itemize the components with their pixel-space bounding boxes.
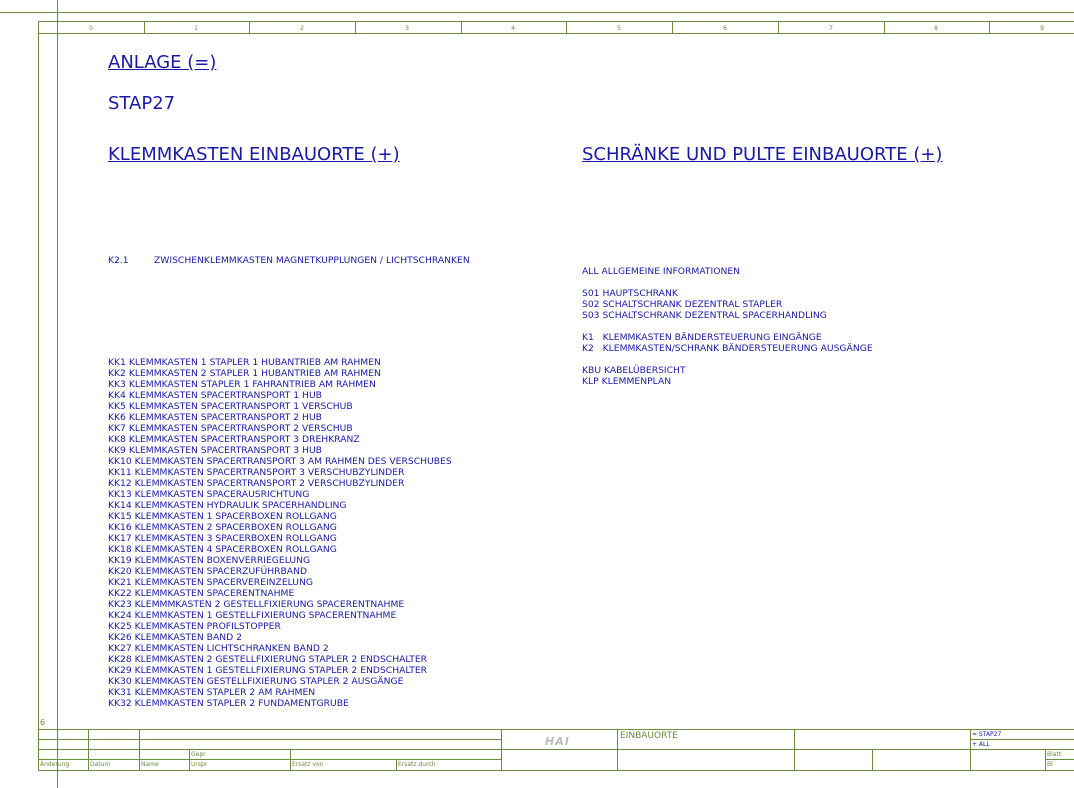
- ruler-number: 7: [829, 25, 833, 32]
- anlage-title-link[interactable]: ANLAGE (=): [108, 52, 217, 73]
- tb-line: [396, 759, 397, 770]
- list-item: KK15 KLEMMKASTEN 1 SPACERBOXEN ROLLGANG: [108, 511, 337, 522]
- list-item: KK29 KLEMMKASTEN 1 GESTELLFIXIERUNG STAPLER 2 ENDSCHALTER: [108, 665, 428, 676]
- label-blatt: Blatt: [1047, 751, 1062, 758]
- tb-line: [1045, 749, 1046, 770]
- tb-line: [970, 729, 971, 770]
- list-item: KK25 KLEMMKASTEN PROFILSTOPPER: [108, 621, 281, 632]
- frame-left-inner: [38, 21, 39, 771]
- label-bl: Bl: [1047, 761, 1053, 768]
- list-item: KK14 KLEMMKASTEN HYDRAULIK SPACERHANDLING: [108, 500, 347, 511]
- ruler-sep: [355, 21, 356, 33]
- list-item: S03 SCHALTSCHRANK DEZENTRAL SPACERHANDLING: [582, 310, 827, 321]
- ruler-sep: [144, 21, 145, 33]
- tb-line: [872, 749, 873, 770]
- list-item: KK4 KLEMMKASTEN SPACERTRANSPORT 1 HUB: [108, 390, 322, 401]
- tb-line: [1045, 759, 1074, 760]
- ruler-number: 1: [194, 25, 198, 32]
- tb-line: [88, 729, 89, 770]
- tb-line: [189, 749, 190, 770]
- company-logo: HAI: [545, 735, 570, 748]
- anlage-ref: = STAP27: [972, 731, 1002, 738]
- k21-text: ZWISCHENKLEMMKASTEN MAGNETKUPPLUNGEN / LICHTSCHRANKEN: [154, 255, 470, 266]
- ruler-number: 9: [1040, 25, 1044, 32]
- ruler-number: 6: [723, 25, 727, 32]
- k21-code: K2.1: [108, 255, 129, 266]
- list-item: KK2 KLEMMKASTEN 2 STAPLER 1 HUBANTRIEB AM RAHMEN: [108, 368, 381, 379]
- list-item: KK26 KLEMMKASTEN BAND 2: [108, 632, 242, 643]
- tb-line: [38, 759, 501, 760]
- list-item: KK5 KLEMMKASTEN SPACERTRANSPORT 1 VERSCHUB: [108, 401, 353, 412]
- schraenke-group-misc: [582, 365, 686, 387]
- ruler-number: 0: [89, 25, 93, 32]
- ruler-sep: [884, 21, 885, 33]
- label-aenderung: Änderung: [40, 761, 70, 768]
- label-ersatz-von: Ersatz von: [292, 761, 324, 768]
- schraenke-group-s: [582, 288, 827, 321]
- list-item: KK3 KLEMMKASTEN STAPLER 1 FAHRANTRIEB AM RAHMEN: [108, 379, 376, 390]
- frame-ruler-bottom: [38, 33, 1074, 34]
- list-item: KK6 KLEMMKASTEN SPACERTRANSPORT 2 HUB: [108, 412, 322, 423]
- k21-entry: [108, 255, 470, 266]
- list-item: K1 KLEMMKASTEN BÄNDERSTEUERUNG EINGÄNGE: [582, 332, 822, 343]
- list-item: KK20 KLEMMKASTEN SPACERZUFÜHRBAND: [108, 566, 308, 577]
- ruler-sep: [989, 21, 990, 33]
- list-item: KK30 KLEMMKASTEN GESTELLFIXIERUNG STAPLER 2 AUSGÄNGE: [108, 676, 404, 687]
- schraenke-section-title-link[interactable]: SCHRÄNKE UND PULTE EINBAUORTE (+): [582, 144, 943, 165]
- list-item: KK12 KLEMMKASTEN SPACERTRANSPORT 2 VERSCHUBZYLINDER: [108, 478, 405, 489]
- list-item: KK9 KLEMMKASTEN SPACERTRANSPORT 3 HUB: [108, 445, 322, 456]
- tb-line: [617, 729, 618, 770]
- list-item: KK31 KLEMMKASTEN STAPLER 2 AM RAHMEN: [108, 687, 316, 698]
- list-item: KK1 KLEMMKASTEN 1 STAPLER 1 HUBANTRIEB AM RAHMEN: [108, 357, 381, 368]
- ruler-sep: [461, 21, 462, 33]
- label-ersatz-durch: Ersatz durch: [398, 761, 436, 768]
- tb-line: [38, 739, 501, 740]
- list-item: KK18 KLEMMKASTEN 4 SPACERBOXEN ROLLGANG: [108, 544, 337, 555]
- list-item: KK16 KLEMMKASTEN 2 SPACERBOXEN ROLLGANG: [108, 522, 337, 533]
- label-name: Name: [141, 761, 159, 768]
- ruler-number: 4: [511, 25, 515, 32]
- list-item: KK21 KLEMMKASTEN SPACERVEREINZELUNG: [108, 577, 313, 588]
- tb-line: [501, 729, 502, 770]
- list-item: K2 KLEMMKASTEN/SCHRANK BÄNDERSTEUERUNG AUSGÄNGE: [582, 343, 873, 354]
- tb-line: [38, 749, 1074, 750]
- list-item: KK27 KLEMMKASTEN LICHTSCHRANKEN BAND 2: [108, 643, 329, 654]
- list-item: KK32 KLEMMKASTEN STAPLER 2 FUNDAMENTGRUBE: [108, 698, 349, 709]
- schraenke-group-all: [582, 266, 740, 277]
- ruler-sep: [778, 21, 779, 33]
- frame-left-outer: [57, 0, 58, 788]
- schraenke-group-k: [582, 332, 873, 354]
- list-item: KK7 KLEMMKASTEN SPACERTRANSPORT 2 VERSCHUB: [108, 423, 353, 434]
- list-item: KK8 KLEMMKASTEN SPACERTRANSPORT 3 DREHKRANZ: [108, 434, 360, 445]
- tb-line: [794, 729, 795, 770]
- label-urspr: Urspr: [191, 761, 208, 768]
- plant-code: STAP27: [108, 93, 176, 114]
- frame-ruler-top: [38, 21, 1074, 22]
- klemmkasten-section-title-link[interactable]: KLEMMKASTEN EINBAUORTE (+): [108, 144, 400, 165]
- klemmkasten-list: [108, 357, 452, 709]
- ruler-number: 3: [405, 25, 409, 32]
- ruler-sep: [249, 21, 250, 33]
- list-item: KK28 KLEMMKASTEN 2 GESTELLFIXIERUNG STAPLER 2 ENDSCHALTER: [108, 654, 428, 665]
- tb-line: [38, 770, 1074, 771]
- ort-ref: + ALL: [972, 741, 990, 748]
- list-item: KBU KABELÜBERSICHT: [582, 365, 686, 376]
- list-item: KK17 KLEMMKASTEN 3 SPACERBOXEN ROLLGANG: [108, 533, 337, 544]
- list-item: S01 HAUPTSCHRANK: [582, 288, 678, 299]
- list-item: KK13 KLEMMKASTEN SPACERAUSRICHTUNG: [108, 489, 310, 500]
- label-datum: Datum: [90, 761, 111, 768]
- ruler-sep: [672, 21, 673, 33]
- list-item: KK11 KLEMMKASTEN SPACERTRANSPORT 3 VERSCHUBZYLINDER: [108, 467, 405, 478]
- ruler-number: 5: [617, 25, 621, 32]
- ruler-number: 2: [300, 25, 304, 32]
- page-title: EINBAUORTE: [620, 731, 678, 741]
- list-item: ALL ALLGEMEINE INFORMATIONEN: [582, 266, 741, 277]
- tb-line: [38, 729, 1074, 730]
- ruler-sep: [566, 21, 567, 33]
- tb-line: [290, 749, 291, 770]
- list-item: KK24 KLEMMKASTEN 1 GESTELLFIXIERUNG SPACERENTNAHME: [108, 610, 397, 621]
- tb-line: [139, 729, 140, 770]
- list-item: KK19 KLEMMKASTEN BOXENVERRIEGELUNG: [108, 555, 311, 566]
- row-marker: 6: [40, 718, 46, 727]
- list-item: KK22 KLEMMKASTEN SPACERENTNAHME: [108, 588, 295, 599]
- list-item: S02 SCHALTSCHRANK DEZENTRAL STAPLER: [582, 299, 783, 310]
- tb-line: [970, 739, 1074, 740]
- frame-top-line: [0, 12, 1074, 13]
- list-item: KK23 KLEMMMKASTEN 2 GESTELLFIXIERUNG SPACERENTNAHME: [108, 599, 405, 610]
- label-gepr: Gepr: [191, 751, 206, 758]
- ruler-number: 8: [934, 25, 938, 32]
- list-item: KK10 KLEMMKASTEN SPACERTRANSPORT 3 AM RAHMEN DES VERSCHUBES: [108, 456, 452, 467]
- list-item: KLP KLEMMENPLAN: [582, 376, 672, 387]
